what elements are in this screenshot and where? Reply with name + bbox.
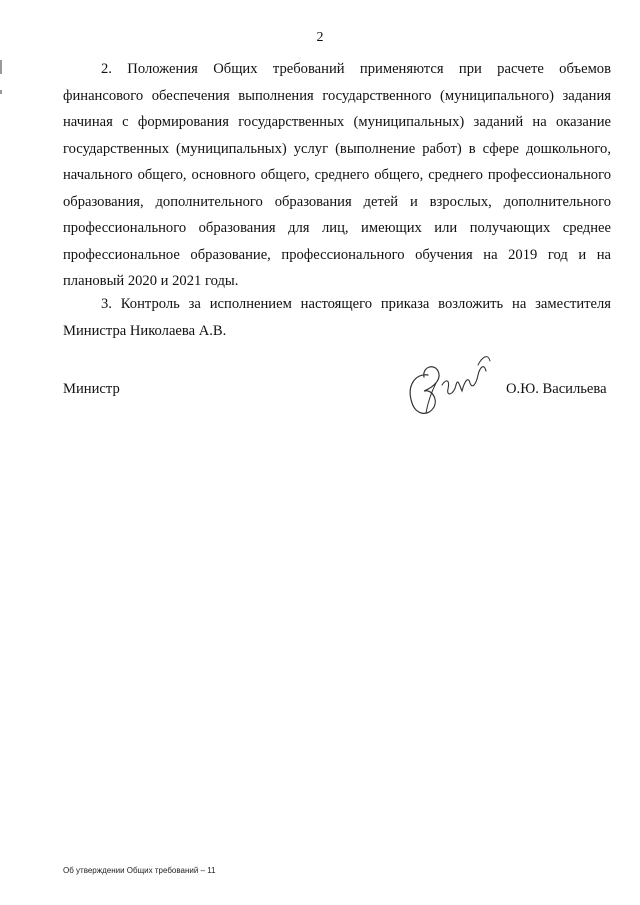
scan-edge-mark (0, 60, 2, 74)
paragraph-2: 2. Положения Общих требований применяются при расчете объемов финансового обеспечения выполнения государственного (муниципального) задания начиная с формирования государственных (муниципальных) заданий на оказание государственных (муниципальных) услуг (выполнение работ) в сфере дошкольного, начального общего, основного общего, среднего общего, среднего профессионального образования, дополнительного образования детей и взрослых, дополнительного профессионального образования для лиц, имеющих или получающих среднее профессиональное образование, профессионального обучения на 2019 год и на плановый 2020 и 2021 годы. (63, 61, 611, 289)
footer-note: Об утверждении Общих требований – 11 (63, 866, 216, 875)
paragraph-3: 3. Контроль за исполнением настоящего приказа возложить на заместителя Министра Николаева А.В. (63, 296, 611, 339)
scan-edge-mark (0, 90, 2, 94)
page-number: 2 (316, 30, 324, 45)
handwritten-signature (398, 345, 498, 425)
signatory-name: О.Ю. Васильева (506, 381, 607, 397)
signatory-position: Министр (63, 381, 120, 397)
